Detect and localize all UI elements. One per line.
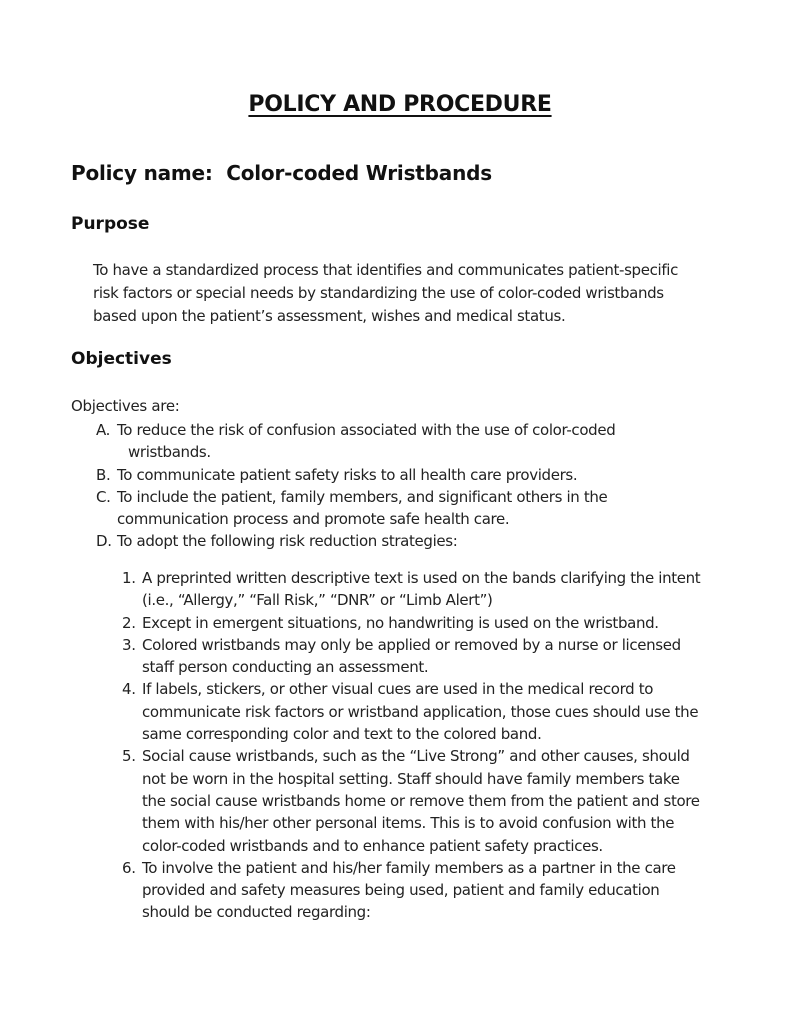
objectives-list: [96, 419, 736, 553]
item-line: them with his/her other personal items. This is to avoid confusion with the: [142, 814, 675, 833]
objectives-heading: Objectives: [71, 349, 172, 369]
item-line: Colored wristbands may only be applied or removed by a nurse or licensed: [142, 635, 681, 654]
list-marker: 1.: [122, 569, 136, 587]
document-title: POLICY AND PROCEDURE: [248, 92, 552, 117]
item-line: If labels, stickers, or other visual cues are used in the medical record to: [142, 680, 654, 699]
item-line: not be worn in the hospital setting. Staff should have family members take: [142, 769, 680, 788]
purpose-line: risk factors or special needs by standardizing the use of color-coded wristbands: [93, 284, 664, 302]
item-line: wristbands.: [128, 443, 211, 462]
item-line: A preprinted written descriptive text is used on the bands clarifying the intent: [142, 569, 701, 587]
item-line: To communicate patient safety risks to all health care providers.: [117, 465, 578, 484]
strategy-item-1: [122, 567, 742, 612]
item-line: provided and safety measures being used, patient and family education: [142, 881, 660, 900]
list-marker: C.: [96, 487, 111, 506]
strategy-item-4: [122, 678, 742, 745]
item-line: (i.e., “Allergy,” “Fall Risk,” “DNR” or “Limb Alert”): [142, 591, 493, 610]
item-line: To involve the patient and his/her family members as a partner in the care: [142, 858, 676, 877]
list-marker: 3.: [122, 635, 136, 654]
policy-name-heading: Policy name: Color-coded Wristbands: [71, 161, 492, 185]
list-marker: D.: [96, 532, 112, 551]
objective-item-c: [96, 486, 736, 531]
list-marker: 4.: [122, 680, 136, 699]
item-line: To reduce the risk of confusion associated with the use of color-coded: [117, 421, 616, 439]
list-marker: 5.: [122, 747, 136, 766]
item-line: color-coded wristbands and to enhance patient safety practices.: [142, 836, 603, 855]
risk-reduction-strategies-list: [122, 567, 742, 924]
objectives-intro: Objectives are:: [71, 397, 180, 415]
purpose-heading: Purpose: [71, 214, 150, 234]
item-line: same corresponding color and text to the colored band.: [142, 725, 542, 744]
objective-item-b: [96, 464, 736, 486]
list-marker: 2.: [122, 613, 136, 632]
purpose-line: To have a standardized process that identifies and communicates patient-specific: [93, 261, 678, 279]
item-line: Except in emergent situations, no handwriting is used on the wristband.: [142, 613, 659, 632]
strategy-item-2: [122, 612, 742, 634]
purpose-line: based upon the patient’s assessment, wishes and medical status.: [93, 307, 566, 325]
objective-item-d: [96, 530, 736, 552]
item-line: To include the patient, family members, and significant others in the: [117, 487, 608, 506]
item-line: should be conducted regarding:: [142, 903, 371, 922]
item-line: the social cause wristbands home or remove them from the patient and store: [142, 791, 700, 810]
item-line: Social cause wristbands, such as the “Live Strong” and other causes, should: [142, 747, 690, 766]
item-line: To adopt the following risk reduction strategies:: [117, 532, 458, 551]
list-marker: B.: [96, 465, 111, 484]
item-line: communicate risk factors or wristband application, those cues should use the: [142, 702, 699, 721]
item-line: staff person conducting an assessment.: [142, 658, 429, 677]
strategy-item-5: [122, 745, 742, 856]
purpose-paragraph: [93, 259, 733, 328]
item-line: communication process and promote safe health care.: [117, 510, 510, 529]
strategy-item-3: [122, 634, 742, 679]
objective-item-a: [96, 419, 736, 464]
strategy-item-6: [122, 857, 742, 924]
list-marker: 6.: [122, 858, 136, 877]
list-marker: A.: [96, 421, 111, 439]
